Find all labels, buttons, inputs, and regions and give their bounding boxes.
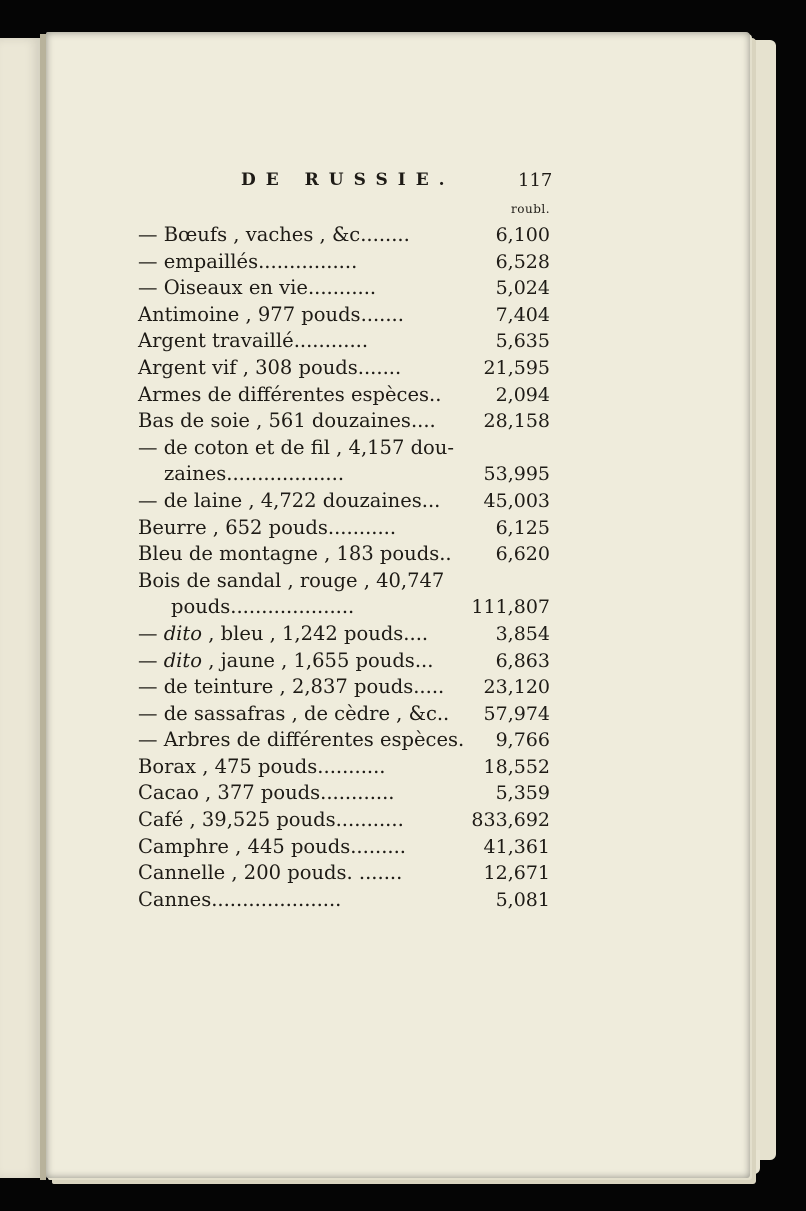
entry-label: — de teinture , 2,837 pouds.....	[138, 675, 445, 699]
entry-label: — dito , jaune , 1,655 pouds...	[138, 648, 434, 672]
entry-row	[46, 674, 750, 701]
entry-row	[46, 222, 750, 249]
entry-row	[46, 834, 750, 861]
entry-row	[46, 541, 750, 568]
entry-row	[46, 887, 750, 914]
entry-row	[46, 621, 750, 648]
entry-value: 5,081	[495, 888, 550, 911]
entry-value: 5,635	[495, 330, 550, 353]
left-page-edge	[0, 38, 41, 1178]
entry-row	[46, 435, 750, 462]
entry-label: Cacao , 377 pouds............	[138, 781, 395, 805]
currency-unit: roubl.	[511, 202, 551, 216]
page-number: 117	[518, 170, 553, 191]
entry-row	[46, 754, 750, 781]
entry-row	[46, 275, 750, 302]
entry-row	[46, 515, 750, 542]
entry-value: 12,671	[483, 862, 550, 885]
entry-label: — empaillés................	[138, 249, 358, 273]
entry-row	[46, 328, 750, 355]
entry-value: 2,094	[495, 383, 550, 406]
entry-row	[46, 780, 750, 807]
entry-row	[46, 568, 750, 595]
entry-label: Bois de sandal , rouge , 40,747	[138, 568, 445, 592]
entry-value: 6,863	[495, 649, 550, 672]
entry-label: zaines...................	[164, 462, 345, 486]
entry-value: 23,120	[483, 676, 550, 699]
running-head: DE RUSSIE.	[241, 170, 455, 190]
entry-value: 21,595	[483, 356, 550, 379]
entry-label: Bleu de montagne , 183 pouds..	[138, 542, 452, 566]
entry-label: — de sassafras , de cèdre , &c..	[138, 701, 450, 725]
entry-row	[46, 408, 750, 435]
entry-label: Armes de différentes espèces..	[138, 382, 442, 406]
entry-row	[46, 701, 750, 728]
entry-row	[46, 249, 750, 276]
entry-label: Camphre , 445 pouds.........	[138, 834, 407, 858]
entry-label: Beurre , 652 pouds...........	[138, 515, 397, 539]
entry-row	[46, 461, 750, 488]
dito-italic: dito	[163, 648, 202, 672]
entry-label: — de coton et de fil , 4,157 dou-	[138, 435, 454, 459]
entry-value: 7,404	[495, 303, 550, 326]
entry-label: — Bœufs , vaches , &c........	[138, 223, 410, 246]
entry-row	[46, 488, 750, 515]
entry-label: — Arbres de différentes espèces.	[138, 728, 465, 752]
entry-value: 6,528	[495, 250, 550, 273]
entry-value: 45,003	[483, 489, 550, 512]
entry-row	[46, 860, 750, 887]
entry-row	[46, 648, 750, 675]
entry-value: 18,552	[483, 755, 550, 778]
entry-row	[46, 382, 750, 409]
entry-label: Cannelle , 200 pouds. .......	[138, 861, 403, 885]
entry-label: — Oiseaux en vie...........	[138, 276, 377, 300]
entry-value: 9,766	[495, 729, 550, 752]
entry-value: 6,620	[495, 543, 550, 566]
entry-value: 28,158	[483, 410, 550, 433]
entry-value: 3,854	[495, 622, 550, 645]
entry-value: 6,125	[495, 516, 550, 539]
dito-italic: dito	[163, 621, 202, 645]
entry-value: 5,024	[495, 277, 550, 300]
entry-row	[46, 727, 750, 754]
book-page	[46, 32, 750, 1178]
entry-label: — dito , bleu , 1,242 pouds....	[138, 621, 429, 645]
entry-value: 57,974	[483, 702, 550, 725]
entry-row	[46, 302, 750, 329]
entry-value: 111,807	[471, 596, 550, 619]
entry-label: — de laine , 4,722 douzaines...	[138, 488, 441, 512]
page-content	[46, 32, 750, 1178]
entry-value: 53,995	[483, 463, 550, 486]
entry-row	[46, 355, 750, 382]
entry-row	[46, 594, 750, 621]
entry-label: Borax , 475 pouds...........	[138, 754, 386, 778]
entry-value: 41,361	[483, 835, 550, 858]
entry-value: 6,100	[495, 224, 550, 246]
entry-label: Argent vif , 308 pouds.......	[138, 355, 402, 379]
entry-value: 833,692	[471, 809, 550, 832]
entry-label: Café , 39,525 pouds...........	[138, 808, 404, 832]
entry-label: Antimoine , 977 pouds.......	[138, 302, 404, 326]
entries-list	[46, 222, 750, 913]
entry-label: pouds....................	[171, 595, 355, 619]
entry-value: 5,359	[495, 782, 550, 805]
entry-row	[46, 807, 750, 834]
entry-label: Argent travaillé............	[138, 329, 369, 353]
entry-label: Cannes.....................	[138, 887, 342, 911]
entry-label: Bas de soie , 561 douzaines....	[138, 409, 436, 433]
